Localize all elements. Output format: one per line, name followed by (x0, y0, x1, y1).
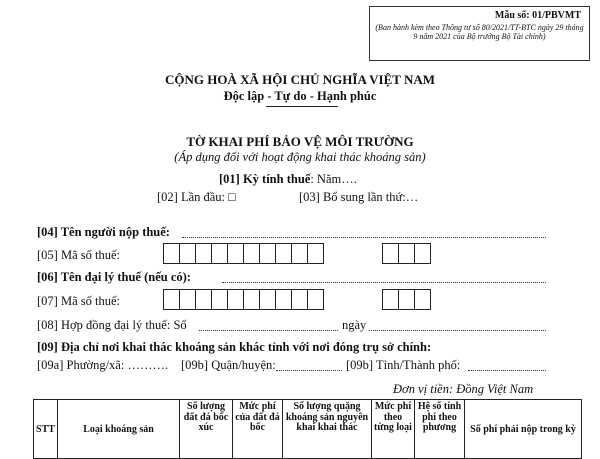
col-overburden-rate: Mức phí của đất đá bốc (233, 400, 283, 459)
col-fee-payable: Số phí phải nộp trong kỳ (465, 400, 582, 459)
district-field[interactable] (276, 370, 342, 371)
province-label: [09b] Tỉnh/Thành phố: (346, 358, 461, 372)
tax-period-value[interactable]: : Năm…. (310, 172, 357, 186)
form-number-box (369, 6, 590, 61)
tax-period-label: [01] Kỳ tính thuế (219, 172, 311, 186)
agent-branch-code-boxes[interactable] (382, 289, 430, 310)
col-mineral-type: Loại khoáng sản (58, 400, 180, 459)
agent-contract-label: [08] Hợp đồng đại lý thuế: Số (37, 318, 187, 332)
mining-address-heading: [09] Địa chỉ nơi khai thác khoáng sản khác tỉnh với nơi đóng trụ sở chính: (37, 340, 432, 354)
col-method-coefficient: Hệ số tính phí theo phương (415, 400, 465, 459)
tax-period-row (219, 172, 357, 187)
col-ore-qty: Số lượng quặng khoáng sản nguyên khai khai thác (283, 400, 372, 459)
fee-table (33, 399, 582, 459)
form-title: TỜ KHAI PHÍ BẢO VỆ MÔI TRƯỜNG (186, 134, 414, 149)
province-field[interactable] (468, 370, 546, 371)
motto-underline (266, 106, 338, 107)
col-stt: STT (34, 400, 58, 459)
form-code: Mẫu số: 01/PBVMT (494, 10, 581, 21)
agent-tax-code-boxes[interactable] (163, 289, 323, 310)
taxpayer-tax-code-label: [05] Mã số thuế: (37, 248, 120, 262)
ward-label[interactable]: [09a] Phường/xã: ………. (37, 358, 169, 372)
form-subtitle: (Áp dụng đối với hoạt động khai thác khoáng sản) (174, 150, 426, 164)
col-rate-by-type: Mức phí theo từng loại (372, 400, 415, 459)
form-legal-note: (Ban hành kèm theo Thông tư số 80/2021/TT-BTC ngày 29 tháng 9 năm 2021 của Bộ trưởng Bộ Tài chính) (375, 23, 584, 42)
taxpayer-branch-code-boxes[interactable] (382, 243, 430, 264)
taxpayer-name-label: [04] Tên người nộp thuế: (37, 225, 170, 239)
supplement-label[interactable]: [03] Bổ sung lần thứ:… (299, 190, 419, 204)
district-label: [09b] Quận/huyện: (181, 358, 276, 372)
taxpayer-name-field[interactable] (182, 237, 546, 238)
agent-contract-date-label: ngày (342, 318, 367, 332)
agent-contract-date-field[interactable] (369, 330, 546, 331)
currency-note: Đơn vị tiền: Đồng Việt Nam (393, 382, 534, 396)
first-time-label: [02] Lần đầu: (157, 190, 226, 204)
agent-name-field[interactable] (222, 282, 546, 283)
agent-name-label: [06] Tên đại lý thuế (nếu có): (37, 270, 191, 284)
taxpayer-tax-code-boxes[interactable] (163, 243, 323, 264)
nation-heading: CỘNG HOÀ XÃ HỘI CHỦ NGHĨA VIỆT NAM (164, 72, 436, 87)
motto: Độc lập - Tự do - Hạnh phúc (223, 89, 377, 103)
agent-tax-code-label: [07] Mã số thuế: (37, 294, 120, 308)
first-time-checkbox[interactable]: □ (228, 190, 236, 204)
col-overburden-qty: Số lượng đất đá bốc xúc (180, 400, 233, 459)
agent-contract-number-field[interactable] (199, 330, 338, 331)
first-time-row (157, 190, 236, 205)
